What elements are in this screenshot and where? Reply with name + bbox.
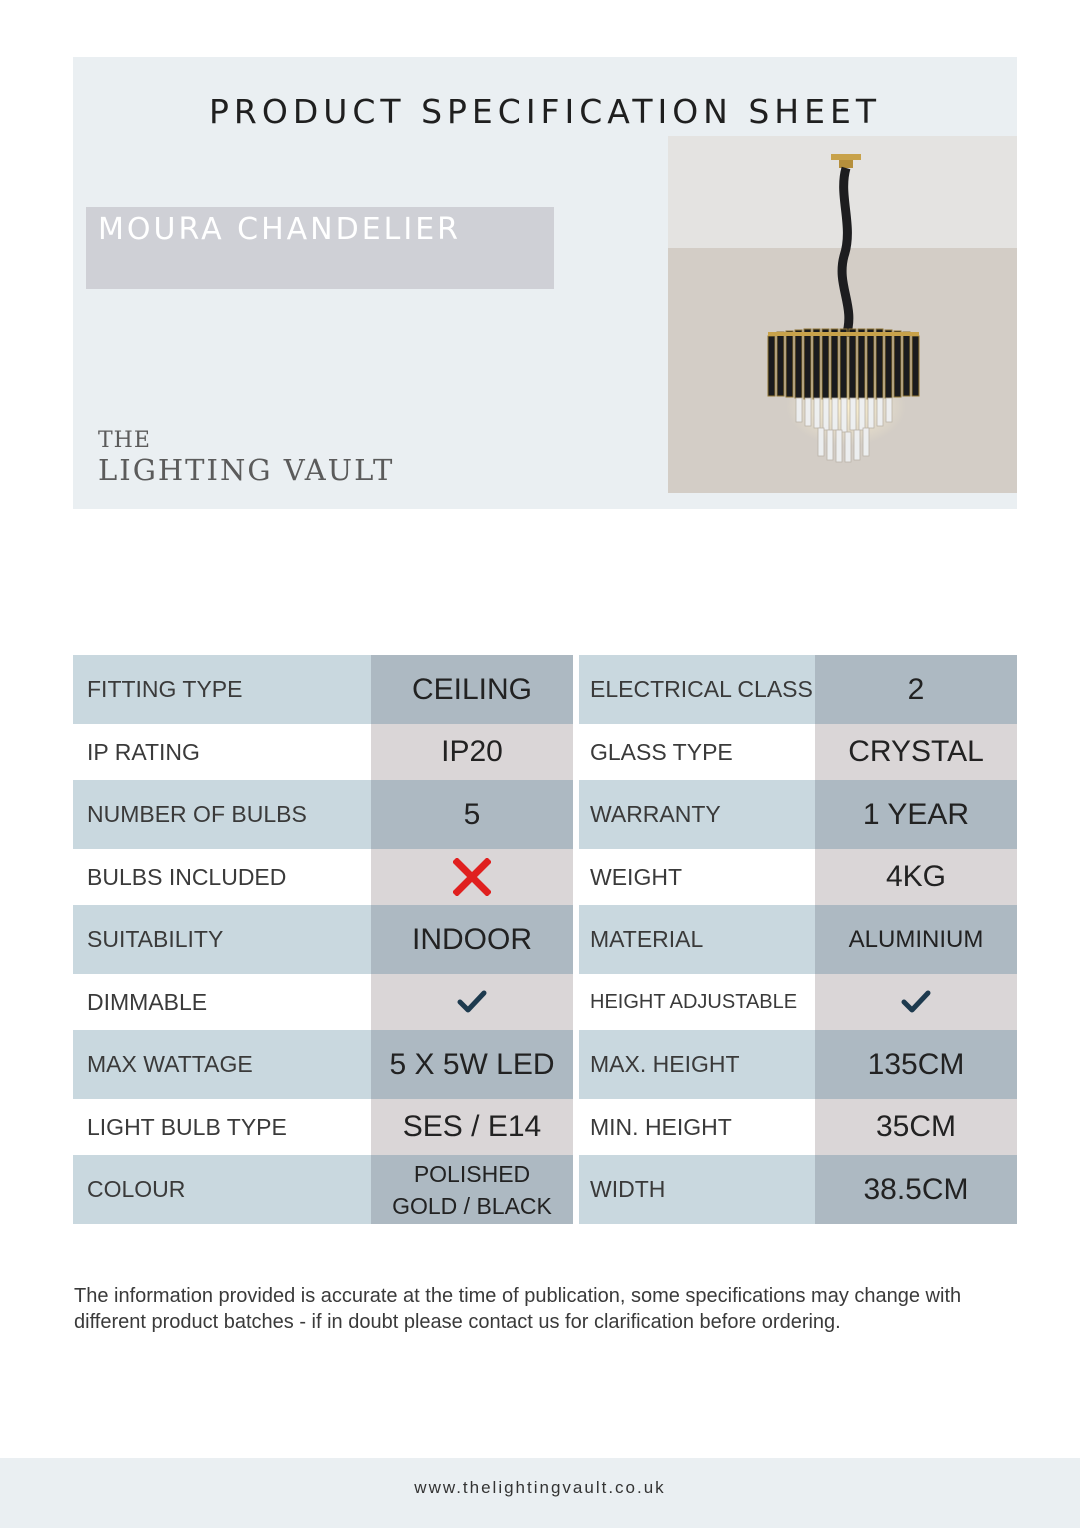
page-title: PRODUCT SPECIFICATION SHEET	[209, 92, 881, 131]
brand-logo-name: LIGHTING VAULT	[98, 453, 395, 487]
product-name: MOURA CHANDELIER	[98, 212, 462, 247]
footer-url[interactable]: www.thelightingvault.co.uk	[414, 1478, 666, 1497]
spec-label: NUMBER OF BULBS	[73, 780, 371, 849]
disclaimer: The information provided is accurate at the time of publication, some specifications may change with different product batches - if in doubt please contact us for clarification before ordering.	[74, 1285, 962, 1333]
spec-value: ALUMINIUM	[815, 905, 1017, 974]
spec-row	[73, 974, 1017, 1030]
spec-value: SES / E14	[371, 1099, 573, 1155]
spec-value: IP20	[371, 724, 573, 780]
spec-value: 5 X 5W LED	[371, 1030, 573, 1099]
spec-label: MAX. HEIGHT	[579, 1030, 815, 1099]
spec-value: CRYSTAL	[815, 724, 1017, 780]
spec-label: MATERIAL	[579, 905, 815, 974]
spec-row	[73, 905, 1017, 974]
spec-label: WIDTH	[579, 1155, 815, 1224]
spec-row	[73, 724, 1017, 780]
brand-logo-the: THE	[98, 428, 151, 453]
spec-value: 2	[815, 655, 1017, 724]
spec-value: 5	[371, 780, 573, 849]
spec-value: 1 YEAR	[815, 780, 1017, 849]
spec-label: BULBS INCLUDED	[73, 849, 371, 905]
spec-label: MIN. HEIGHT	[579, 1099, 815, 1155]
spec-row	[73, 780, 1017, 849]
spec-row	[73, 655, 1017, 724]
check-icon	[371, 974, 573, 1030]
spec-label: WARRANTY	[579, 780, 815, 849]
spec-label: MAX WATTAGE	[73, 1030, 371, 1099]
product-photo	[668, 136, 1017, 493]
spec-row	[73, 849, 1017, 905]
spec-label: DIMMABLE	[73, 974, 371, 1030]
spec-label: HEIGHT ADJUSTABLE	[579, 974, 815, 1030]
spec-value: 35CM	[815, 1099, 1017, 1155]
spec-label: FITTING TYPE	[73, 655, 371, 724]
spec-label: SUITABILITY	[73, 905, 371, 974]
spec-value: CEILING	[371, 655, 573, 724]
spec-label: LIGHT BULB TYPE	[73, 1099, 371, 1155]
cross-icon	[371, 849, 573, 905]
spec-value: 4KG	[815, 849, 1017, 905]
spec-value: POLISHED GOLD / BLACK	[371, 1155, 573, 1224]
spec-label: COLOUR	[73, 1155, 371, 1224]
spec-row	[73, 1099, 1017, 1155]
spec-row	[73, 1155, 1017, 1224]
spec-label: ELECTRICAL CLASS	[579, 655, 815, 724]
spec-row	[73, 1030, 1017, 1099]
spec-value: 38.5CM	[815, 1155, 1017, 1224]
spec-label: WEIGHT	[579, 849, 815, 905]
check-icon	[815, 974, 1017, 1030]
spec-label: IP RATING	[73, 724, 371, 780]
spec-value: 135CM	[815, 1030, 1017, 1099]
spec-value: INDOOR	[371, 905, 573, 974]
spec-label: GLASS TYPE	[579, 724, 815, 780]
